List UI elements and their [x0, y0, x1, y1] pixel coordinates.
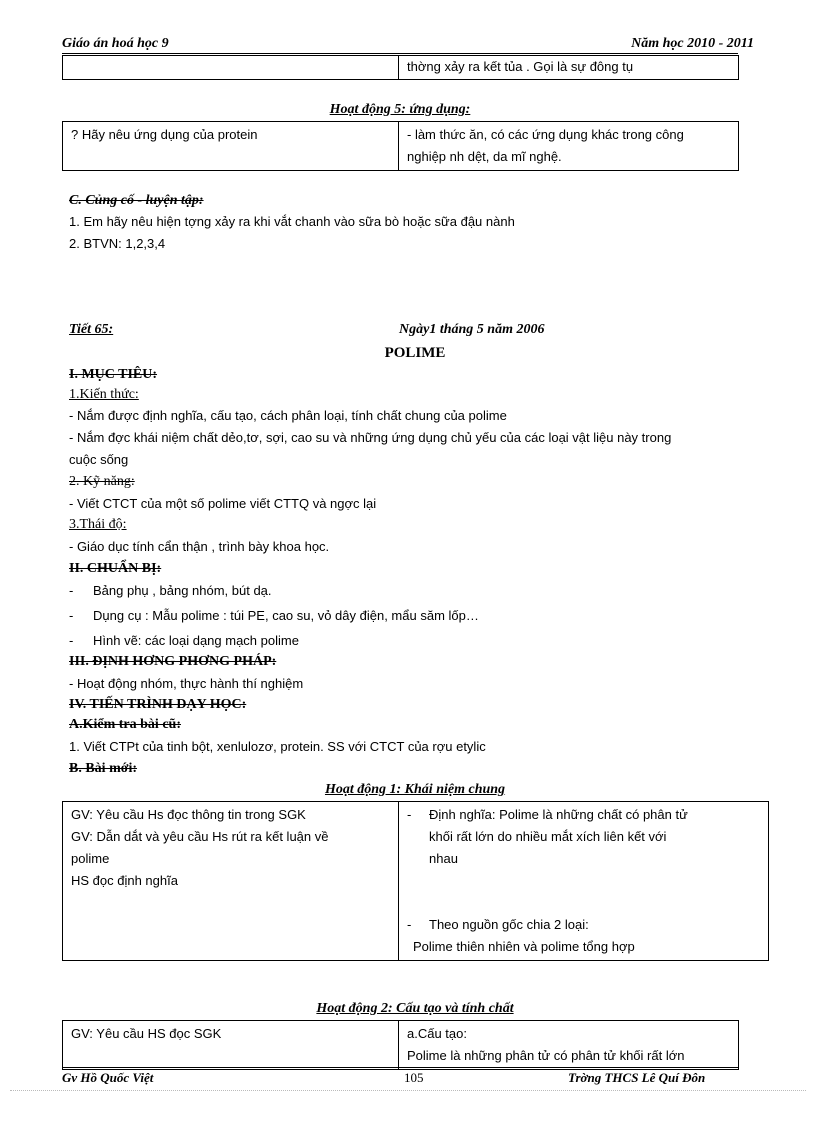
activity2-left-cell: GV: Yêu cầu HS đọc SGK: [63, 1021, 399, 1070]
activity1-classification-types: Polime thiên nhiên và polime tổng hợp: [413, 939, 635, 954]
cungco-heading: C. Củng cố - luyện tập:: [69, 193, 204, 208]
activity1-left-line3: HS đọc định nghĩa: [71, 873, 178, 888]
page-header: [62, 36, 754, 52]
top-table: [62, 55, 739, 80]
ky-nang-line1: - Viết CTCT của một số polime viết CTTQ và ngợc lại: [69, 496, 377, 511]
activity1-title: Hoạt động 1: Khái niệm chung: [324, 782, 506, 797]
subsection-bai-moi: B. Bài mới:: [69, 761, 138, 776]
footer-rule: [62, 1067, 738, 1068]
activity1-left-cell: [63, 802, 399, 961]
dinh-huong-item: - Hoạt động nhóm, thực hành thí nghiệm: [69, 676, 304, 691]
kiem-tra-item: 1. Viết CTPt của tinh bột, xenlulozơ, protein. SS với CTCT của rợu etylic: [69, 739, 486, 754]
subsection-kiem-tra: A.Kiểm tra bài cũ:: [69, 717, 181, 732]
footer-author: Gv Hồ Quốc Việt: [62, 1070, 154, 1085]
footer-page-number: 105: [404, 1070, 424, 1085]
activity1-right-cell: [399, 802, 769, 961]
section-muc-tieu: I. MỤC TIÊU:: [69, 367, 158, 382]
activity2-title: Hoạt động 2: Cấu tạo và tính chất: [316, 1001, 514, 1016]
cungco-line1: 1. Em hãy nêu hiện tợng xảy ra khi vắt chanh vào sữa bò hoặc sữa đậu nành: [69, 214, 515, 229]
kien-thuc-line1: - Nắm được định nghĩa, cấu tạo, cách phân loại, tính chất chung của polime: [69, 408, 507, 423]
activity5-answer-line2: nghiệp nh dệt, da mĩ nghệ.: [407, 149, 562, 164]
activity1-table: [62, 801, 769, 961]
subsection-kien-thuc: 1.Kiến thức:: [69, 387, 139, 402]
top-table-right-cell: thờng xảy ra kết tủa . Gọi là sự đông tụ: [399, 56, 739, 80]
lesson-title: POLIME: [384, 345, 446, 361]
page-bottom-dotted-line: [10, 1090, 806, 1091]
activity1-classification: - Theo nguồn gốc chia 2 loại:: [407, 917, 589, 932]
header-rule: [62, 53, 738, 54]
subsection-thai-do: 3.Thái độ:: [69, 517, 127, 532]
activity2-table: [62, 1020, 739, 1070]
thai-do-line1: - Giáo dục tính cẩn thận , trình bày khoa học.: [69, 539, 330, 554]
footer-school: Trờng THCS Lê Quí Đôn: [568, 1070, 706, 1085]
top-table-left-cell: [63, 56, 399, 80]
activity2-right-line2: Polime là những phân tử có phân tử khối rất lớn: [407, 1048, 685, 1063]
chuan-bi-item-3: - Hình vẽ: các loại dạng mạch polime: [69, 633, 299, 648]
kien-thuc-line2-cont: cuộc sống: [69, 452, 129, 467]
header-left: Giáo án hoá học 9: [62, 36, 169, 51]
lesson-number: Tiết 65:: [69, 322, 114, 337]
header-right: Năm học 2010 - 2011: [631, 36, 754, 51]
cungco-line2: 2. BTVN: 1,2,3,4: [69, 236, 166, 251]
subsection-ky-nang: 2. Kỹ năng:: [69, 474, 135, 489]
chuan-bi-item-1: - Bảng phụ , bảng nhóm, bút dạ.: [69, 583, 272, 598]
kien-thuc-line2: - Nắm đợc khái niệm chất dẻo,tơ, sợi, cao su và những ứng dụng chủ yếu của các loại vật liệu này trong: [69, 430, 672, 445]
activity5-question: ? Hãy nêu ứng dụng của protein: [63, 122, 399, 171]
section-dinh-huong: III. ĐỊNH HƠNG PHƠNG PHÁP:: [69, 654, 277, 669]
activity5-table: [62, 121, 739, 171]
activity1-left-line1: GV: Yêu cầu Hs đọc thông tin trong SGK: [71, 807, 306, 822]
activity1-definition: - Định nghĩa: Polime là những chất có phân tử khối rất lớn do nhiều mắt xích liên kết với nhau: [407, 807, 688, 866]
activity5-answer-line1: - làm thức ăn, có các ứng dụng khác trong công: [407, 127, 684, 142]
activity1-left-line2: GV: Dẫn dắt và yêu cầu Hs rút ra kết luận về: [71, 829, 329, 844]
activity5-title: Hoạt động 5: ứng dụng:: [329, 102, 471, 117]
activity2-right-line1: a.Cấu tạo:: [407, 1026, 467, 1041]
activity2-right-cell: [399, 1021, 739, 1070]
activity5-answer: [399, 122, 739, 171]
section-chuan-bi: II. CHUẨN BỊ:: [69, 561, 162, 576]
section-tien-trinh: IV. TIẾN TRÌNH DẠY HỌC:: [69, 697, 247, 712]
chuan-bi-item-2: - Dụng cụ : Mẫu polime : túi PE, cao su, vỏ dây điện, mẩu săm lốp…: [69, 608, 479, 623]
lesson-date: Ngày1 tháng 5 năm 2006: [399, 322, 545, 337]
activity1-left-line2-cont: polime: [71, 851, 110, 866]
